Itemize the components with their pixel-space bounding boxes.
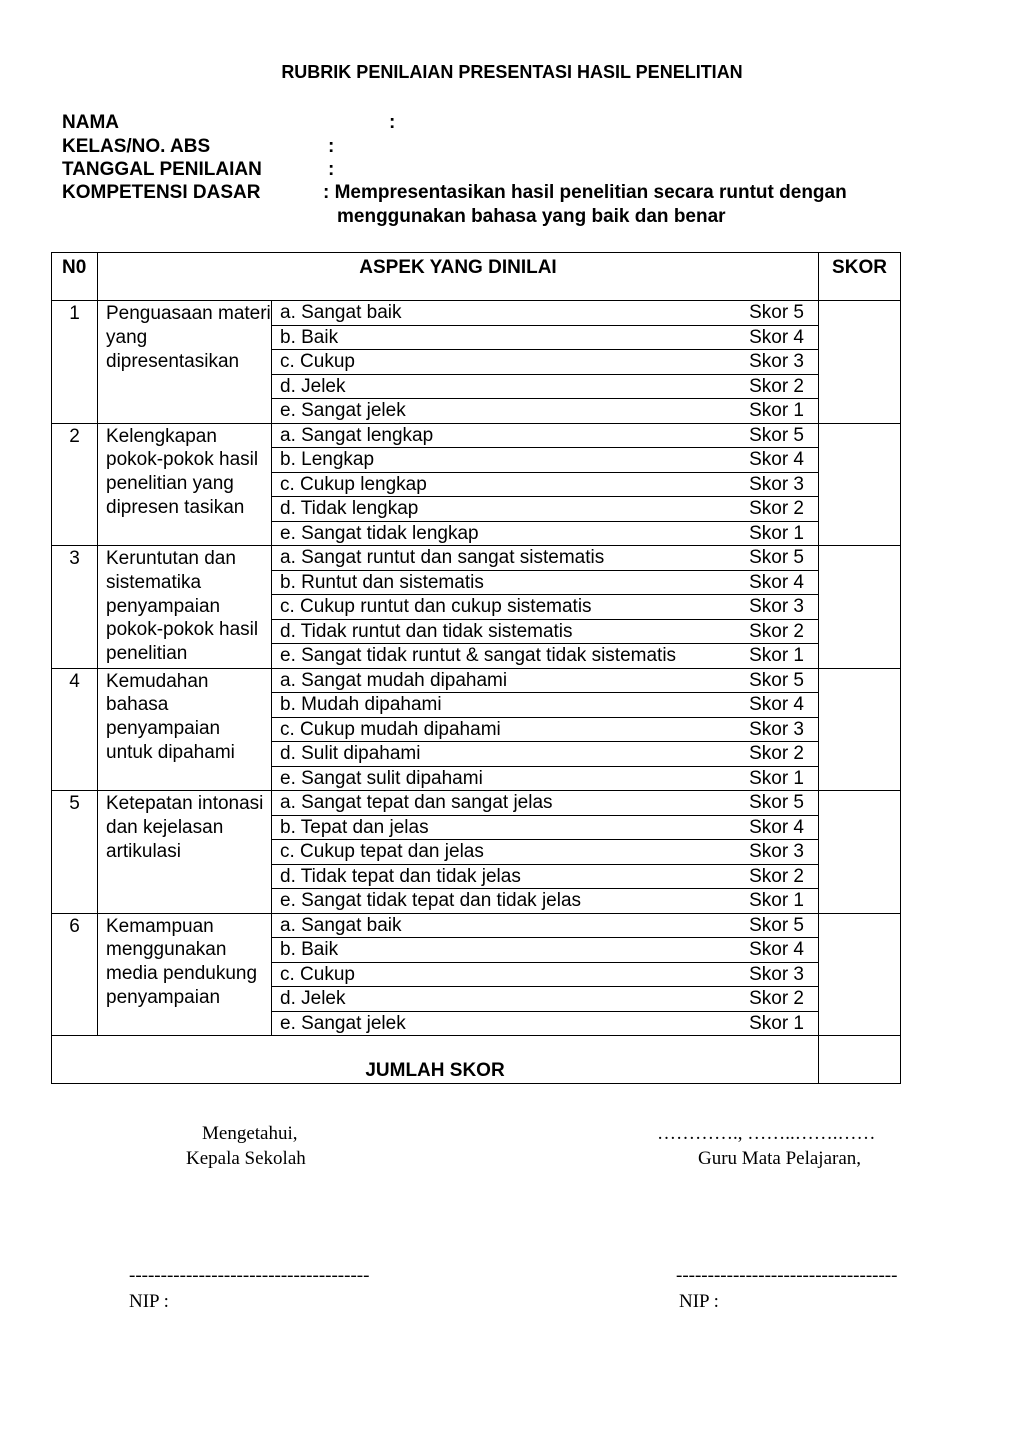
criterion: a. Sangat baik Skor 5 [272,301,818,326]
header-aspek: ASPEK YANG DINILAI [98,253,819,301]
criterion-score: Skor 2 [749,865,804,887]
table-row [52,423,901,546]
aspect-label: Keruntutan dan sistematika penyampaian pokok-pokok hasil penelitian [98,546,272,669]
field-nama [62,112,396,134]
criterion-score: Skor 1 [749,890,804,911]
score-cell[interactable] [819,423,901,546]
field-kelas-colon: : [328,136,335,157]
field-tanggal-label: TANGGAL PENILAIAN [62,159,262,180]
criterion: c. Cukup Skor 3 [272,350,818,375]
score-cell[interactable] [819,546,901,669]
sig-right-line2: Guru Mata Pelajaran, [698,1148,862,1169]
criterion: c. Cukup Skor 3 [272,963,818,988]
criterion-score: Skor 5 [749,914,804,936]
sig-left-line: -------------------------------------- [129,1265,370,1286]
document-title: RUBRIK PENILAIAN PRESENTASI HASIL PENELITIAN [281,62,743,82]
criterion-score: Skor 5 [749,792,804,813]
criterion-score: Skor 1 [749,645,804,666]
table-row [52,546,901,669]
criteria-list [272,791,819,914]
field-tanggal [62,159,335,181]
table-row [52,301,901,424]
criterion: b. Tepat dan jelas Skor 4 [272,816,818,841]
sig-left-line1: Mengetahui, [202,1123,298,1144]
criterion-score: Skor 2 [749,375,804,397]
table-row [52,791,901,914]
criterion: d. Sulit dipahami Skor 2 [272,742,818,767]
table-row [52,913,901,1036]
criterion-score: Skor 5 [749,424,804,446]
field-nama-label: NAMA [62,112,119,133]
criterion-score: Skor 2 [749,743,804,764]
sig-left-nip: NIP : [129,1291,169,1312]
criterion-score: Skor 1 [749,522,804,544]
criterion: d. Tidak tepat dan tidak jelas Skor 2 [272,865,818,890]
criterion-score: Skor 5 [749,547,804,568]
sig-right-line: ----------------------------------- [676,1265,898,1286]
field-kompetensi-value-line1: : Mempresentasikan hasil penelitian secara runtut dengan [323,182,847,203]
criterion: e. Sangat jelek Skor 1 [280,400,804,421]
total-label: JUMLAH SKOR [52,1036,819,1084]
sig-right-nip: NIP : [679,1291,719,1312]
criterion: a. Sangat runtut dan sangat sistematis Skor 5 [272,546,818,571]
criterion: b. Runtut dan sistematis Skor 4 [272,571,818,596]
aspect-label: Kemudahan bahasa penyampaian untuk dipahami [98,668,272,791]
criterion: c. Cukup runtut dan cukup sistematis Skor 3 [272,595,818,620]
criterion: d. Jelek Skor 2 [272,987,818,1012]
sig-right-line1: …………., ……..…….…… [657,1123,876,1144]
criteria-list [272,546,819,669]
criterion: e. Sangat tidak runtut & sangat tidak sistematis Skor 1 [280,645,804,666]
criterion: e. Sangat jelek Skor 1 [280,1012,804,1034]
criterion-score: Skor 2 [749,620,804,642]
row-number: 1 [52,301,98,424]
total-score-cell[interactable] [819,1036,901,1084]
table-row [52,668,901,791]
criterion-score: Skor 4 [749,449,804,470]
row-number: 3 [52,546,98,669]
header-no: N0 [52,253,98,301]
criterion: d. Tidak lengkap Skor 2 [272,497,818,522]
aspect-label: Kelengkapan pokok-pokok hasil penelitian yang dipresen tasikan [98,423,272,546]
field-tanggal-colon: : [328,159,335,180]
criterion-score: Skor 4 [749,571,804,593]
row-number: 2 [52,423,98,546]
criterion: e. Sangat tidak lengkap Skor 1 [280,522,804,544]
criterion: b. Mudah dipahami Skor 4 [272,693,818,718]
aspect-label: Kemampuan menggunakan media pendukung penyampaian [98,913,272,1036]
criterion: c. Cukup lengkap Skor 3 [272,473,818,498]
criterion-score: Skor 4 [749,326,804,348]
criterion: d. Jelek Skor 2 [272,375,818,400]
total-row [52,1036,901,1084]
field-kelas [62,136,335,158]
aspect-label: Penguasaan materi yang dipresentasikan [98,301,272,424]
criterion-score: Skor 1 [749,400,804,421]
criterion: e. Sangat tidak tepat dan tidak jelas Skor 1 [280,890,804,911]
field-kompetensi-value-line2: menggunakan bahasa yang baik dan benar [337,206,726,227]
criterion-score: Skor 3 [749,963,804,985]
criterion: e. Sangat sulit dipahami Skor 1 [280,767,804,789]
score-cell[interactable] [819,668,901,791]
criteria-list [272,913,819,1036]
criterion: a. Sangat mudah dipahami Skor 5 [272,669,818,694]
criterion-score: Skor 5 [749,302,804,323]
criterion-score: Skor 3 [749,718,804,740]
criterion-score: Skor 2 [749,498,804,519]
criterion: b. Baik Skor 4 [272,326,818,351]
criterion: b. Baik Skor 4 [272,938,818,963]
aspect-label: Ketepatan intonasi dan kejelasan artikulasi [98,791,272,914]
criterion-score: Skor 3 [749,596,804,617]
criterion: a. Sangat baik Skor 5 [272,914,818,939]
criterion: c. Cukup mudah dipahami Skor 3 [272,718,818,743]
row-number: 4 [52,668,98,791]
row-number: 5 [52,791,98,914]
criterion-score: Skor 2 [749,988,804,1009]
criterion: a. Sangat tepat dan sangat jelas Skor 5 [272,791,818,816]
criterion-score: Skor 3 [749,473,804,495]
criterion-score: Skor 1 [749,1012,804,1034]
row-number: 6 [52,913,98,1036]
criterion: a. Sangat lengkap Skor 5 [272,424,818,449]
field-kompetensi-label: KOMPETENSI DASAR [62,182,261,203]
field-kompetensi [62,182,260,204]
score-cell[interactable] [819,301,901,424]
criterion-score: Skor 4 [749,816,804,838]
criteria-list [272,301,819,424]
criterion-score: Skor 3 [749,351,804,372]
criterion: c. Cukup tepat dan jelas Skor 3 [272,840,818,865]
criterion-score: Skor 1 [749,767,804,789]
header-skor: SKOR [819,253,901,301]
criterion-score: Skor 5 [749,669,804,691]
criterion-score: Skor 4 [749,939,804,960]
criterion-score: Skor 4 [749,694,804,715]
table-header-row [52,253,901,301]
score-cell[interactable] [819,791,901,914]
criterion: b. Lengkap Skor 4 [272,448,818,473]
rubric-table [51,252,901,1084]
score-cell[interactable] [819,913,901,1036]
criterion-score: Skor 3 [749,841,804,862]
criterion: d. Tidak runtut dan tidak sistematis Skor 2 [272,620,818,645]
criteria-list [272,668,819,791]
field-kelas-label: KELAS/NO. ABS [62,136,211,157]
field-nama-colon: : [389,112,396,133]
sig-left-line2: Kepala Sekolah [186,1148,306,1169]
criteria-list [272,423,819,546]
